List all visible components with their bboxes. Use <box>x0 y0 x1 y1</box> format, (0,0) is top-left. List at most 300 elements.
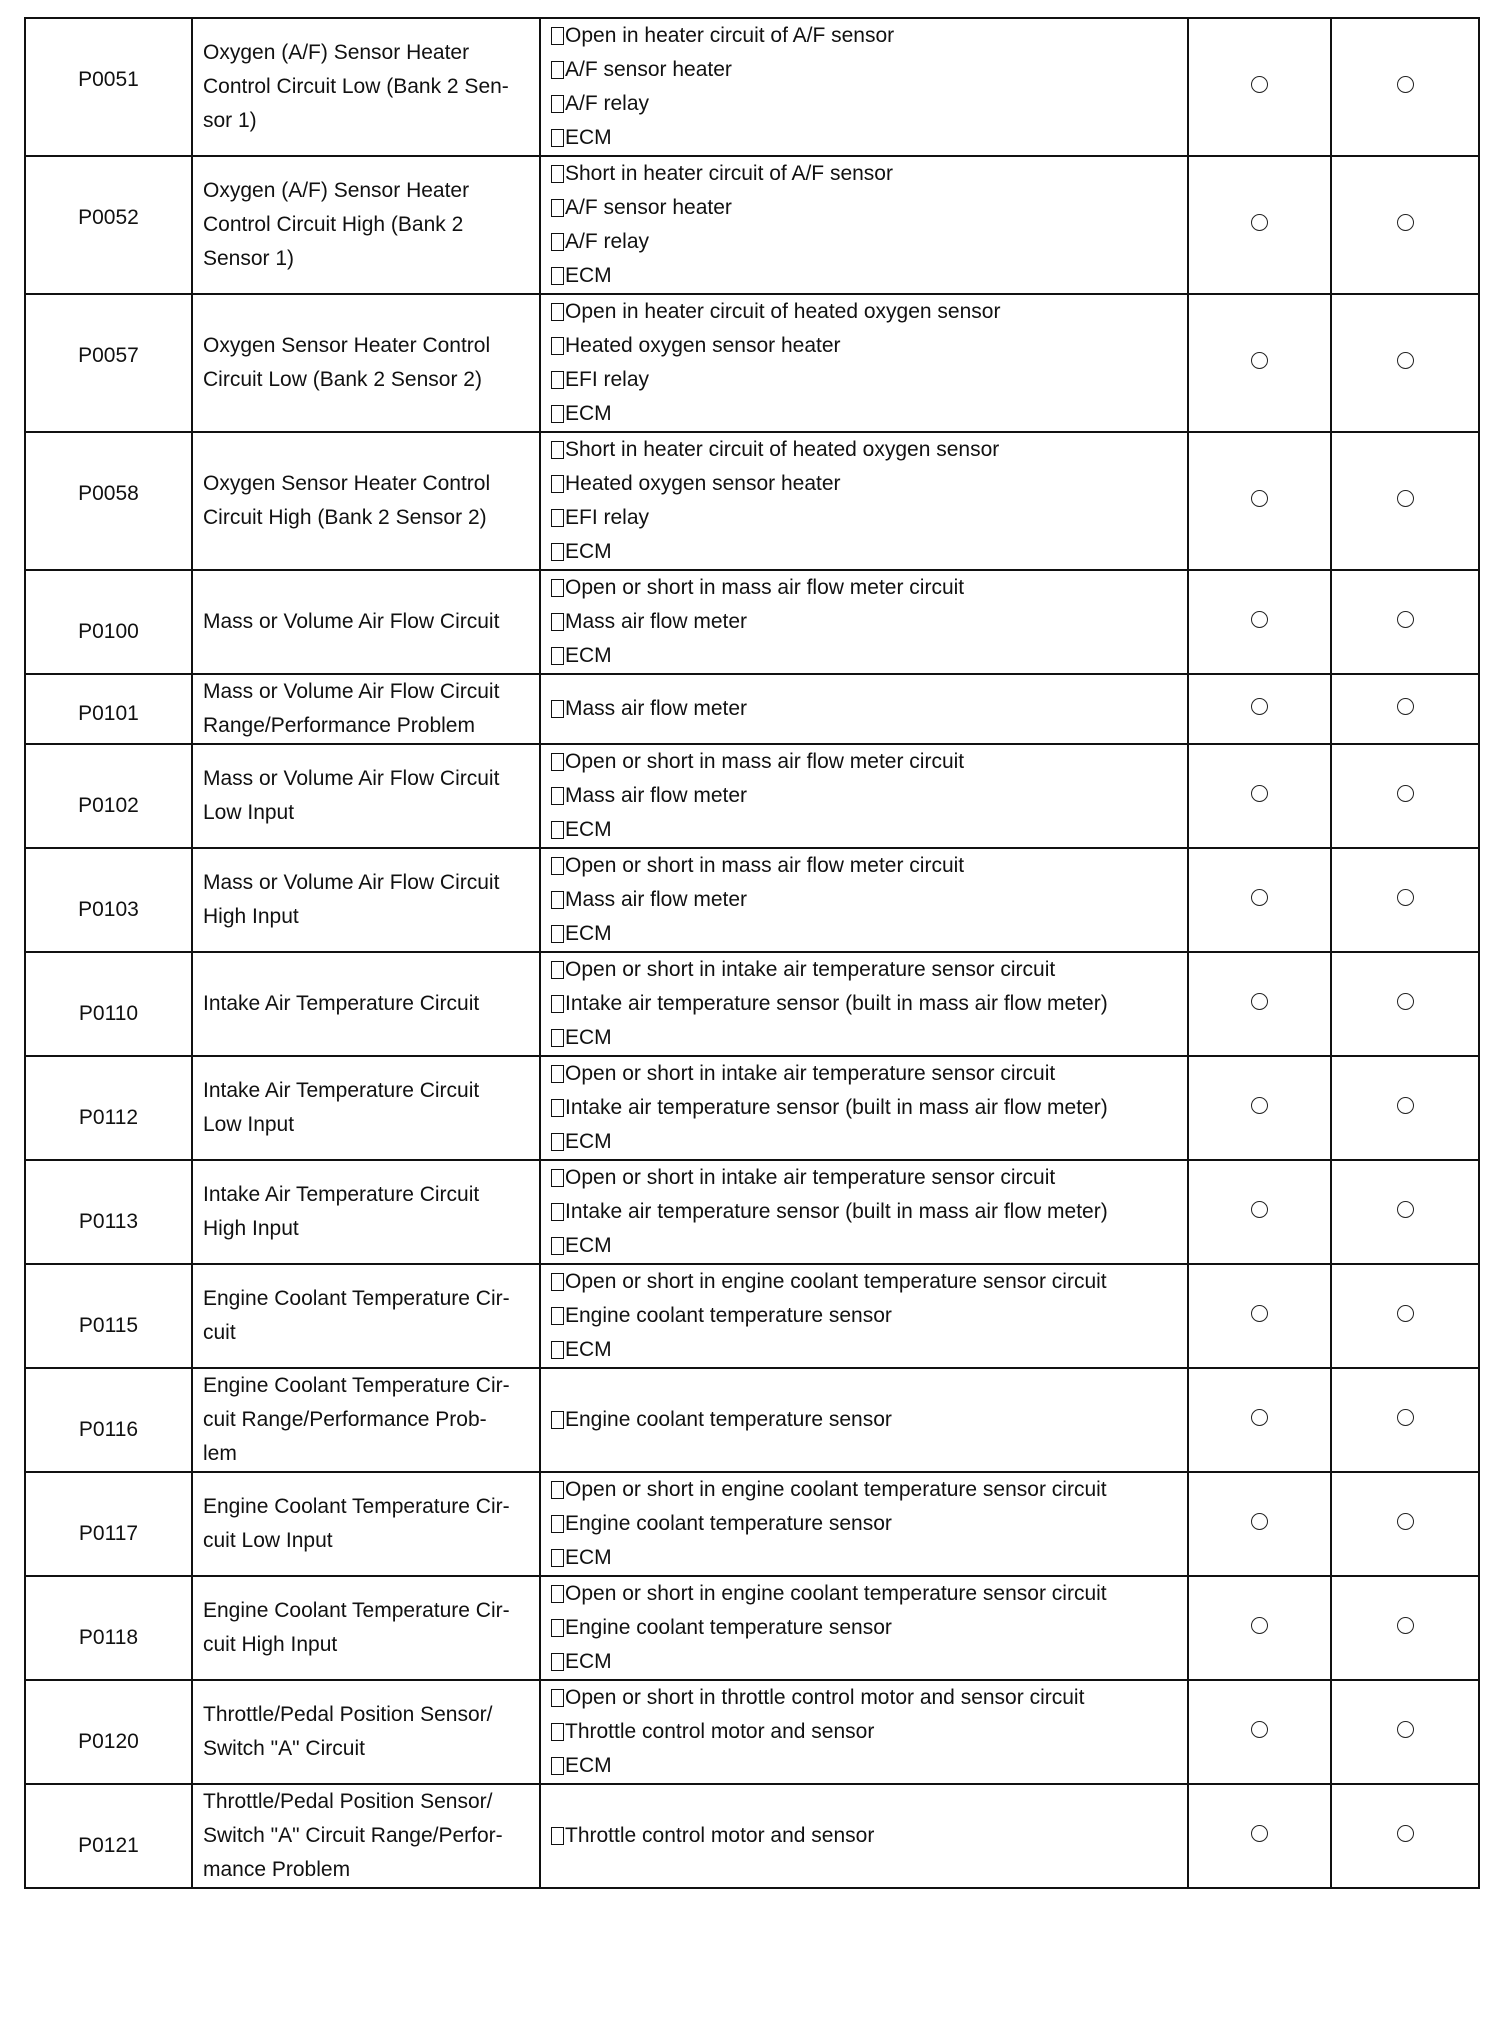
bullet-box-icon <box>551 753 564 771</box>
dtc-code: P0110 <box>78 1002 139 1025</box>
memory-mark-cell <box>1331 952 1479 1056</box>
trouble-area-item <box>551 1229 1187 1263</box>
memory-mark-cell <box>1331 570 1479 674</box>
trouble-area-text: Open or short in mass air flow meter circuit <box>565 854 965 877</box>
memory-mark-cell <box>1331 1680 1479 1784</box>
dtc-code: P0052 <box>78 206 139 229</box>
trouble-area-text: EFI relay <box>565 506 650 529</box>
detection-item-cell <box>192 1784 540 1888</box>
table-row <box>25 1784 1479 1888</box>
detection-item-line: Mass or Volume Air Flow Circuit <box>203 871 500 894</box>
detection-item-line: Low Input <box>203 801 295 824</box>
trouble-area-text: Open or short in mass air flow meter circuit <box>565 750 965 773</box>
trouble-area-item <box>551 1161 1187 1195</box>
dtc-code-cell <box>25 156 192 294</box>
dtc-code-cell <box>25 1680 192 1784</box>
detection-item-line: Switch "A" Circuit <box>203 1737 365 1760</box>
trouble-area-text: Short in heater circuit of heated oxygen sensor <box>565 438 1000 461</box>
trouble-area-item <box>551 639 1187 673</box>
trouble-area-cell <box>540 1368 1188 1472</box>
dtc-code: P0102 <box>78 794 139 817</box>
detection-item-line: Mass or Volume Air Flow Circuit <box>203 680 500 703</box>
bullet-box-icon <box>551 1341 564 1359</box>
circle-mark-icon <box>1251 76 1268 93</box>
bullet-box-icon <box>551 925 564 943</box>
trouble-area-cell <box>540 570 1188 674</box>
mil-mark-cell <box>1188 1368 1331 1472</box>
trouble-area-text: ECM <box>565 818 612 841</box>
trouble-area-cell <box>540 1680 1188 1784</box>
table-row <box>25 1680 1479 1784</box>
bullet-box-icon <box>551 579 564 597</box>
detection-item-cell <box>192 1160 540 1264</box>
circle-mark-icon <box>1397 1721 1414 1738</box>
detection-item-line: Engine Coolant Temperature Cir- <box>203 1495 510 1518</box>
trouble-area-text: ECM <box>565 1026 612 1049</box>
detection-item-line: Engine Coolant Temperature Cir- <box>203 1287 510 1310</box>
bullet-box-icon <box>551 61 564 79</box>
table-row <box>25 570 1479 674</box>
circle-mark-icon <box>1397 993 1414 1010</box>
table-row <box>25 1368 1479 1472</box>
bullet-box-icon <box>551 371 564 389</box>
table-row <box>25 294 1479 432</box>
detection-item-cell <box>192 1680 540 1784</box>
trouble-area-item <box>551 397 1187 431</box>
circle-mark-icon <box>1251 352 1268 369</box>
detection-item-cell <box>192 1368 540 1472</box>
detection-item-line: Control Circuit Low (Bank 2 Sen- <box>203 75 509 98</box>
bullet-box-icon <box>551 1723 564 1741</box>
circle-mark-icon <box>1397 1305 1414 1322</box>
dtc-code: P0113 <box>78 1210 139 1233</box>
detection-item-line: Circuit Low (Bank 2 Sensor 2) <box>203 368 482 391</box>
trouble-area-item <box>551 1507 1187 1541</box>
dtc-code-cell <box>25 1472 192 1576</box>
mil-mark-cell <box>1188 744 1331 848</box>
dtc-code: P0117 <box>78 1522 139 1545</box>
table-row <box>25 156 1479 294</box>
detection-item-line: mance Problem <box>203 1858 351 1881</box>
trouble-area-cell <box>540 432 1188 570</box>
circle-mark-icon <box>1251 698 1268 715</box>
trouble-area-text: Intake air temperature sensor (built in mass air flow meter) <box>565 1096 1108 1119</box>
mil-mark-cell <box>1188 1680 1331 1784</box>
detection-item-cell <box>192 1576 540 1680</box>
trouble-area-text: ECM <box>565 264 612 287</box>
detection-item-line: Engine Coolant Temperature Cir- <box>203 1374 510 1397</box>
detection-item-line: sor 1) <box>203 109 257 132</box>
trouble-area-item <box>551 605 1187 639</box>
mil-mark-cell <box>1188 1784 1331 1888</box>
detection-item-line: Low Input <box>203 1113 295 1136</box>
trouble-area-item <box>551 1645 1187 1679</box>
circle-mark-icon <box>1397 698 1414 715</box>
trouble-area-text: ECM <box>565 126 612 149</box>
table-row <box>25 744 1479 848</box>
trouble-area-item <box>551 329 1187 363</box>
detection-item-line: cuit Low Input <box>203 1529 333 1552</box>
dtc-code-cell <box>25 1160 192 1264</box>
table-row <box>25 848 1479 952</box>
bullet-box-icon <box>551 1827 564 1845</box>
detection-item-line: Intake Air Temperature Circuit <box>203 1079 480 1102</box>
circle-mark-icon <box>1251 611 1268 628</box>
trouble-area-text: Mass air flow meter <box>565 610 748 633</box>
trouble-area-item <box>551 1577 1187 1611</box>
bullet-box-icon <box>551 337 564 355</box>
circle-mark-icon <box>1251 889 1268 906</box>
dtc-code-cell <box>25 1368 192 1472</box>
table-row <box>25 1056 1479 1160</box>
detection-item-cell <box>192 1056 540 1160</box>
trouble-area-item <box>551 1819 1187 1853</box>
detection-item-line: cuit High Input <box>203 1633 338 1656</box>
trouble-area-item <box>551 535 1187 569</box>
bullet-box-icon <box>551 1099 564 1117</box>
trouble-area-text: ECM <box>565 1754 612 1777</box>
trouble-area-cell <box>540 18 1188 156</box>
trouble-area-item <box>551 745 1187 779</box>
detection-item-cell <box>192 674 540 744</box>
trouble-area-item <box>551 1681 1187 1715</box>
dtc-code: P0058 <box>78 482 139 505</box>
bullet-box-icon <box>551 27 564 45</box>
mil-mark-cell <box>1188 156 1331 294</box>
circle-mark-icon <box>1251 490 1268 507</box>
trouble-area-item <box>551 53 1187 87</box>
trouble-area-item <box>551 501 1187 535</box>
trouble-area-text: ECM <box>565 1234 612 1257</box>
memory-mark-cell <box>1331 1056 1479 1160</box>
mil-mark-cell <box>1188 432 1331 570</box>
circle-mark-icon <box>1251 1097 1268 1114</box>
detection-item-line: High Input <box>203 905 299 928</box>
trouble-area-item <box>551 1091 1187 1125</box>
trouble-area-text: Open in heater circuit of heated oxygen sensor <box>565 300 1001 323</box>
circle-mark-icon <box>1397 889 1414 906</box>
circle-mark-icon <box>1251 1201 1268 1218</box>
trouble-area-text: Intake air temperature sensor (built in mass air flow meter) <box>565 1200 1108 1223</box>
circle-mark-icon <box>1251 785 1268 802</box>
trouble-area-text: Heated oxygen sensor heater <box>565 334 841 357</box>
bullet-box-icon <box>551 857 564 875</box>
trouble-area-text: EFI relay <box>565 368 650 391</box>
trouble-area-item <box>551 19 1187 53</box>
trouble-area-cell <box>540 744 1188 848</box>
trouble-area-item <box>551 813 1187 847</box>
bullet-box-icon <box>551 1757 564 1775</box>
trouble-area-item <box>551 1265 1187 1299</box>
trouble-area-text: ECM <box>565 540 612 563</box>
trouble-area-text: ECM <box>565 1130 612 1153</box>
memory-mark-cell <box>1331 1264 1479 1368</box>
trouble-area-item <box>551 295 1187 329</box>
bullet-box-icon <box>551 1203 564 1221</box>
table-row <box>25 432 1479 570</box>
dtc-code-cell <box>25 1576 192 1680</box>
bullet-box-icon <box>551 1481 564 1499</box>
bullet-box-icon <box>551 700 564 718</box>
dtc-code-cell <box>25 432 192 570</box>
bullet-box-icon <box>551 1549 564 1567</box>
trouble-area-item <box>551 191 1187 225</box>
detection-item-line: Switch "A" Circuit Range/Perfor- <box>203 1824 503 1847</box>
memory-mark-cell <box>1331 294 1479 432</box>
detection-item-line: Oxygen (A/F) Sensor Heater <box>203 179 470 202</box>
trouble-area-cell <box>540 848 1188 952</box>
detection-item-cell <box>192 744 540 848</box>
bullet-box-icon <box>551 1515 564 1533</box>
trouble-area-text: Open or short in engine coolant temperature sensor circuit <box>565 1270 1107 1293</box>
trouble-area-item <box>551 259 1187 293</box>
dtc-code: P0112 <box>78 1106 139 1129</box>
memory-mark-cell <box>1331 744 1479 848</box>
memory-mark-cell <box>1331 156 1479 294</box>
circle-mark-icon <box>1251 214 1268 231</box>
trouble-area-text: Open or short in intake air temperature sensor circuit <box>565 958 1056 981</box>
table-row <box>25 1576 1479 1680</box>
trouble-area-item <box>551 157 1187 191</box>
trouble-area-item <box>551 1715 1187 1749</box>
detection-item-line: Throttle/Pedal Position Sensor/ <box>203 1703 493 1726</box>
bullet-box-icon <box>551 475 564 493</box>
circle-mark-icon <box>1397 785 1414 802</box>
dtc-code-cell <box>25 1264 192 1368</box>
trouble-area-item <box>551 849 1187 883</box>
trouble-area-item <box>551 467 1187 501</box>
trouble-area-text: ECM <box>565 922 612 945</box>
trouble-area-cell <box>540 674 1188 744</box>
mil-mark-cell <box>1188 1576 1331 1680</box>
trouble-area-item <box>551 1195 1187 1229</box>
bullet-box-icon <box>551 303 564 321</box>
trouble-area-item <box>551 1473 1187 1507</box>
detection-item-line: cuit Range/Performance Prob- <box>203 1408 487 1431</box>
dtc-code: P0057 <box>78 344 139 367</box>
detection-item-line: Engine Coolant Temperature Cir- <box>203 1599 510 1622</box>
trouble-area-text: Short in heater circuit of A/F sensor <box>565 162 893 185</box>
trouble-area-cell <box>540 952 1188 1056</box>
detection-item-cell <box>192 294 540 432</box>
bullet-box-icon <box>551 509 564 527</box>
dtc-code-cell <box>25 18 192 156</box>
bullet-box-icon <box>551 1065 564 1083</box>
detection-item-line: Intake Air Temperature Circuit <box>203 992 480 1015</box>
trouble-area-item <box>551 692 1187 726</box>
circle-mark-icon <box>1397 352 1414 369</box>
trouble-area-cell <box>540 1472 1188 1576</box>
detection-item-line: Sensor 1) <box>203 247 295 270</box>
dtc-code-cell <box>25 294 192 432</box>
table-row <box>25 18 1479 156</box>
bullet-box-icon <box>551 821 564 839</box>
trouble-area-item <box>551 87 1187 121</box>
trouble-area-text: Mass air flow meter <box>565 784 748 807</box>
dtc-code: P0121 <box>78 1834 139 1857</box>
bullet-box-icon <box>551 1585 564 1603</box>
detection-item-line: Intake Air Temperature Circuit <box>203 1183 480 1206</box>
trouble-area-text: A/F relay <box>565 92 650 115</box>
circle-mark-icon <box>1251 1617 1268 1634</box>
trouble-area-text: Throttle control motor and sensor <box>565 1720 875 1743</box>
table-row <box>25 1160 1479 1264</box>
detection-item-line: Oxygen Sensor Heater Control <box>203 334 491 357</box>
mil-mark-cell <box>1188 952 1331 1056</box>
detection-item-line: Oxygen (A/F) Sensor Heater <box>203 41 470 64</box>
bullet-box-icon <box>551 95 564 113</box>
trouble-area-item <box>551 571 1187 605</box>
dtc-code-cell <box>25 570 192 674</box>
mil-mark-cell <box>1188 1056 1331 1160</box>
trouble-area-item <box>551 987 1187 1021</box>
bullet-box-icon <box>551 129 564 147</box>
trouble-area-text: Engine coolant temperature sensor <box>565 1616 892 1639</box>
trouble-area-item <box>551 953 1187 987</box>
circle-mark-icon <box>1397 76 1414 93</box>
trouble-area-item <box>551 1021 1187 1055</box>
detection-item-cell <box>192 1472 540 1576</box>
dtc-code-cell <box>25 952 192 1056</box>
trouble-area-text: ECM <box>565 1338 612 1361</box>
bullet-box-icon <box>551 543 564 561</box>
trouble-area-item <box>551 1299 1187 1333</box>
trouble-area-text: ECM <box>565 402 612 425</box>
trouble-area-item <box>551 121 1187 155</box>
mil-mark-cell <box>1188 848 1331 952</box>
bullet-box-icon <box>551 961 564 979</box>
bullet-box-icon <box>551 1169 564 1187</box>
bullet-box-icon <box>551 267 564 285</box>
mil-mark-cell <box>1188 1472 1331 1576</box>
mil-mark-cell <box>1188 294 1331 432</box>
detection-item-cell <box>192 18 540 156</box>
circle-mark-icon <box>1397 1825 1414 1842</box>
table-row <box>25 952 1479 1056</box>
bullet-box-icon <box>551 1411 564 1429</box>
bullet-box-icon <box>551 233 564 251</box>
table-row <box>25 1264 1479 1368</box>
trouble-area-cell <box>540 1160 1188 1264</box>
trouble-area-cell <box>540 1576 1188 1680</box>
trouble-area-item <box>551 1611 1187 1645</box>
bullet-box-icon <box>551 1273 564 1291</box>
trouble-area-text: Mass air flow meter <box>565 697 748 720</box>
trouble-area-text: ECM <box>565 1650 612 1673</box>
detection-item-cell <box>192 570 540 674</box>
trouble-area-cell <box>540 1056 1188 1160</box>
dtc-table <box>24 17 1480 1889</box>
bullet-box-icon <box>551 995 564 1013</box>
dtc-code: P0100 <box>78 620 139 643</box>
trouble-area-item <box>551 1057 1187 1091</box>
detection-item-cell <box>192 1264 540 1368</box>
memory-mark-cell <box>1331 1472 1479 1576</box>
bullet-box-icon <box>551 1307 564 1325</box>
trouble-area-text: ECM <box>565 1546 612 1569</box>
mil-mark-cell <box>1188 1160 1331 1264</box>
bullet-box-icon <box>551 1619 564 1637</box>
table-row <box>25 674 1479 744</box>
memory-mark-cell <box>1331 18 1479 156</box>
detection-item-cell <box>192 432 540 570</box>
trouble-area-item <box>551 883 1187 917</box>
trouble-area-text: Open or short in engine coolant temperature sensor circuit <box>565 1582 1107 1605</box>
bullet-box-icon <box>551 405 564 423</box>
mil-mark-cell <box>1188 18 1331 156</box>
trouble-area-text: Open or short in mass air flow meter circuit <box>565 576 965 599</box>
circle-mark-icon <box>1397 1513 1414 1530</box>
dtc-code-cell <box>25 848 192 952</box>
circle-mark-icon <box>1251 1825 1268 1842</box>
bullet-box-icon <box>551 891 564 909</box>
bullet-box-icon <box>551 613 564 631</box>
trouble-area-text: Open or short in intake air temperature sensor circuit <box>565 1166 1056 1189</box>
trouble-area-text: Open or short in throttle control motor and sensor circuit <box>565 1686 1085 1709</box>
trouble-area-text: Engine coolant temperature sensor <box>565 1408 892 1431</box>
memory-mark-cell <box>1331 1784 1479 1888</box>
bullet-box-icon <box>551 1029 564 1047</box>
trouble-area-text: Open or short in engine coolant temperature sensor circuit <box>565 1478 1107 1501</box>
dtc-table-body <box>25 18 1479 1888</box>
trouble-area-item <box>551 1125 1187 1159</box>
trouble-area-item <box>551 1403 1187 1437</box>
detection-item-line: Control Circuit High (Bank 2 <box>203 213 464 236</box>
circle-mark-icon <box>1397 214 1414 231</box>
dtc-code: P0115 <box>78 1314 139 1337</box>
dtc-code-cell <box>25 674 192 744</box>
bullet-box-icon <box>551 787 564 805</box>
trouble-area-text: Open in heater circuit of A/F sensor <box>565 24 895 47</box>
detection-item-line: Mass or Volume Air Flow Circuit <box>203 767 500 790</box>
bullet-box-icon <box>551 1133 564 1151</box>
trouble-area-text: Mass air flow meter <box>565 888 748 911</box>
trouble-area-item <box>551 917 1187 951</box>
trouble-area-item <box>551 225 1187 259</box>
circle-mark-icon <box>1251 1409 1268 1426</box>
dtc-code: P0051 <box>78 68 139 91</box>
trouble-area-text: Throttle control motor and sensor <box>565 1824 875 1847</box>
memory-mark-cell <box>1331 674 1479 744</box>
circle-mark-icon <box>1397 1617 1414 1634</box>
dtc-code: P0103 <box>78 898 139 921</box>
dtc-code: P0120 <box>78 1730 139 1753</box>
bullet-box-icon <box>551 199 564 217</box>
memory-mark-cell <box>1331 432 1479 570</box>
memory-mark-cell <box>1331 1368 1479 1472</box>
bullet-box-icon <box>551 1689 564 1707</box>
detection-item-line: Throttle/Pedal Position Sensor/ <box>203 1790 493 1813</box>
circle-mark-icon <box>1251 1305 1268 1322</box>
trouble-area-text: A/F sensor heater <box>565 58 732 81</box>
memory-mark-cell <box>1331 848 1479 952</box>
dtc-code-cell <box>25 744 192 848</box>
detection-item-line: Range/Performance Problem <box>203 714 475 737</box>
detection-item-cell <box>192 156 540 294</box>
trouble-area-item <box>551 1541 1187 1575</box>
trouble-area-item <box>551 433 1187 467</box>
dtc-code: P0118 <box>78 1626 139 1649</box>
memory-mark-cell <box>1331 1576 1479 1680</box>
circle-mark-icon <box>1251 1513 1268 1530</box>
memory-mark-cell <box>1331 1160 1479 1264</box>
dtc-code-cell <box>25 1056 192 1160</box>
circle-mark-icon <box>1397 1201 1414 1218</box>
detection-item-cell <box>192 952 540 1056</box>
trouble-area-text: Intake air temperature sensor (built in mass air flow meter) <box>565 992 1108 1015</box>
detection-item-line: Circuit High (Bank 2 Sensor 2) <box>203 506 487 529</box>
circle-mark-icon <box>1251 1721 1268 1738</box>
